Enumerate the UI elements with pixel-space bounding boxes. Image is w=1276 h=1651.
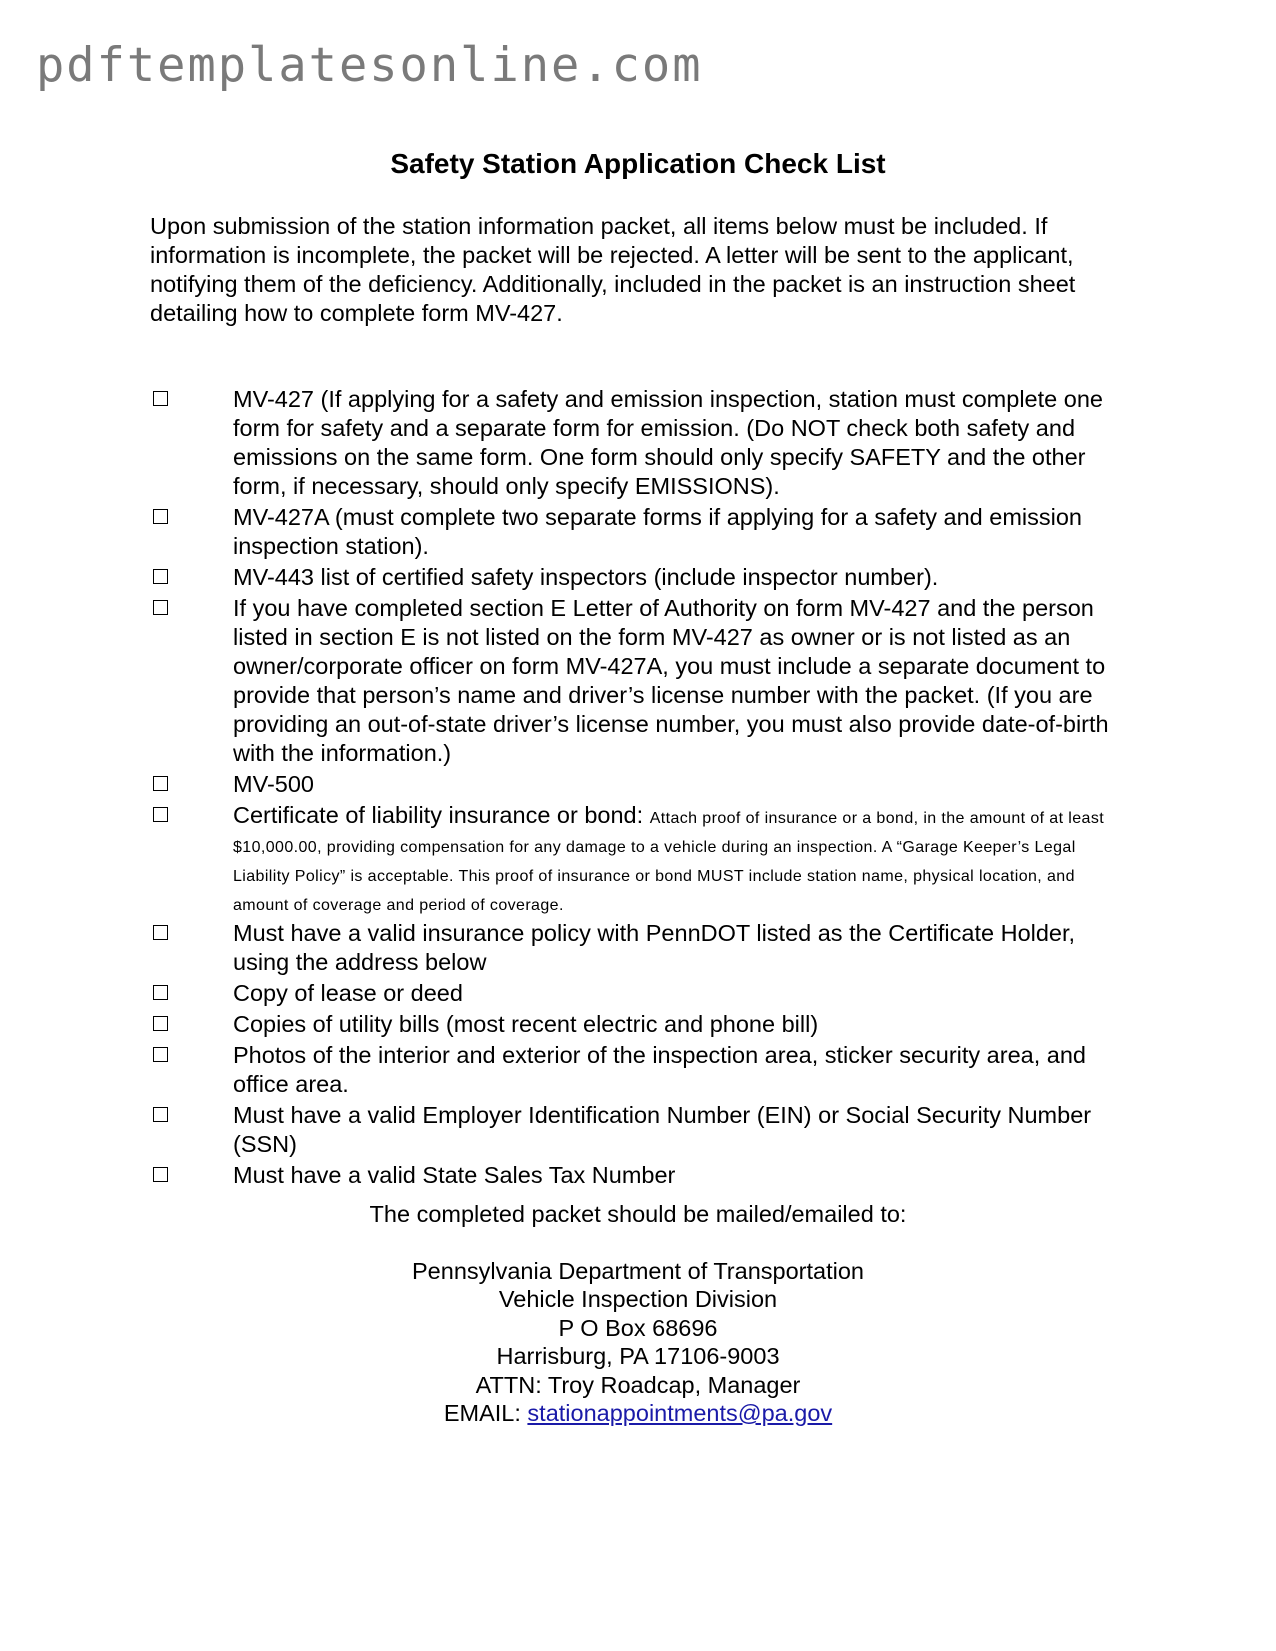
checklist-item-text: Copy of lease or deed — [233, 980, 463, 1006]
address-line: Harrisburg, PA 17106-9003 — [496, 1343, 780, 1369]
page-title: Safety Station Application Check List — [390, 148, 886, 179]
checklist-item-text — [233, 801, 1130, 917]
intro-paragraph: Upon submission of the station information packet, all items below must be included. If information is incomplete, the packet will be rejected. A letter will be sent to the applicant, notifying them of the deficiency. Additionally, included in the packet is an instruction sheet detailing how to complete form MV-427. — [150, 213, 1076, 326]
checklist-item-ein-ssn — [150, 1101, 1130, 1159]
checklist-item-text: Must have a valid Employer Identification Number (EIN) or Social Security Number (SSN) — [233, 1102, 1092, 1157]
checklist-item-text: MV-443 list of certified safety inspectors (include inspector number). — [233, 564, 939, 590]
checkbox[interactable] — [153, 600, 168, 615]
address-line: Pennsylvania Department of Transportation — [412, 1257, 864, 1284]
checklist — [150, 385, 1130, 1192]
address-line: ATTN: Troy Roadcap, Manager — [475, 1371, 801, 1398]
checklist-item-mv443 — [150, 563, 1130, 592]
checklist-item-lease-deed — [150, 979, 1130, 1008]
checkbox[interactable] — [153, 509, 168, 524]
checklist-item-detail: Attach proof of insurance or a bond, in the amount of at least $10,000.00, providing compensation for any damage to a vehicle during an inspection. A “Garage Keeper’s Legal Liability Policy” is acceptable. This proof of insurance or bond MUST include station name, physical location, and amount of coverage and period of coverage. — [233, 810, 1105, 914]
email-link[interactable]: stationappointments@pa.gov — [527, 1400, 833, 1426]
mailing-address — [0, 1257, 1276, 1428]
checklist-item-text: Copies of utility bills (most recent electric and phone bill) — [233, 1011, 819, 1037]
checkbox[interactable] — [153, 391, 168, 406]
address-line: Vehicle Inspection Division — [498, 1286, 778, 1312]
checklist-item-text: Must have a valid State Sales Tax Number — [233, 1162, 676, 1188]
checklist-item-text: MV-500 — [233, 771, 314, 797]
checklist-item-mv500 — [150, 770, 1130, 799]
checkbox[interactable] — [153, 1016, 168, 1031]
checklist-item-letter-of-authority — [150, 594, 1130, 768]
mailing-section — [0, 1200, 1276, 1428]
checkbox[interactable] — [153, 1107, 168, 1122]
checklist-item-heading: Certificate of liability insurance or bond: — [233, 802, 644, 828]
checklist-item-text: Must have a valid insurance policy with PennDOT listed as the Certificate Holder, using the address below — [233, 920, 1076, 975]
checklist-item-mv427 — [150, 385, 1130, 501]
checkbox[interactable] — [153, 1167, 168, 1182]
watermark: pdftemplatesonline.com — [36, 38, 703, 93]
checkbox[interactable] — [153, 1047, 168, 1062]
checklist-item-text: MV-427A (must complete two separate forms if applying for a safety and emission inspection station). — [233, 504, 1083, 559]
checklist-item-insurance-policy — [150, 919, 1130, 977]
checkbox[interactable] — [153, 807, 168, 822]
checklist-item-photos — [150, 1041, 1130, 1099]
checklist-item-liability-insurance — [150, 801, 1130, 917]
checklist-item-text: Photos of the interior and exterior of the inspection area, sticker security area, and office area. — [233, 1042, 1086, 1097]
checkbox[interactable] — [153, 925, 168, 940]
address-line: P O Box 68696 — [558, 1314, 718, 1341]
checkbox[interactable] — [153, 776, 168, 791]
checklist-item-text: If you have completed section E Letter of Authority on form MV-427 and the person listed in section E is not listed on the form MV-427 as owner or is not listed as an owner/corporate officer on form MV-427A, you must include a separate document to provide that person’s name and driver’s license number with the packet. (If you are providing an out-of-state driver’s license number, you must also provide date-of-birth with the information.) — [233, 595, 1109, 766]
checklist-item-text: MV-427 (If applying for a safety and emission inspection, station must complete one form for safety and a separate form for emission. (Do NOT check both safety and emissions on the same form. One form should only specify SAFETY and the other form, if necessary, should only specify EMISSIONS). — [233, 386, 1103, 499]
checkbox[interactable] — [153, 569, 168, 584]
email-line — [0, 1399, 1276, 1428]
checklist-item-sales-tax — [150, 1161, 1130, 1190]
checklist-item-mv427a — [150, 503, 1130, 561]
mailing-intro: The completed packet should be mailed/emailed to: — [369, 1201, 907, 1227]
email-label: EMAIL: — [443, 1400, 528, 1426]
checkbox[interactable] — [153, 985, 168, 1000]
checklist-item-utility-bills — [150, 1010, 1130, 1039]
